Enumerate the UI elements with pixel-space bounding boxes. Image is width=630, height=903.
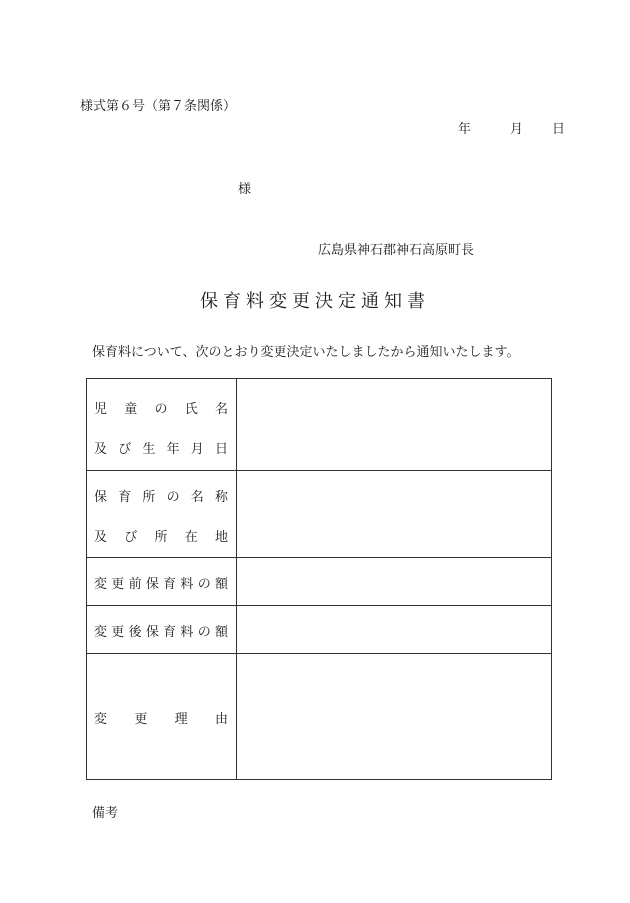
label-char: 更 (111, 577, 125, 592)
remarks-label: 備考 (92, 806, 119, 821)
date-month: 月 (510, 122, 524, 137)
table-row (87, 471, 552, 558)
label-char: 氏 (184, 402, 198, 417)
label-char: 日 (214, 442, 228, 457)
intro-text: 保育料について、次のとおり変更決定いたしましたから通知いたします。 (92, 345, 520, 360)
date-day: 日 (552, 122, 566, 137)
row-label-nursery (87, 471, 237, 558)
label-char: の (154, 402, 168, 417)
label-char: 児 (94, 402, 108, 417)
row-label-reason (87, 654, 237, 780)
row-label-fee-before (87, 558, 237, 606)
label-char: 月 (190, 442, 204, 457)
label-char: 由 (214, 712, 228, 727)
label-char: 保 (145, 577, 159, 592)
table-row (87, 654, 552, 780)
label-char: 称 (214, 490, 228, 505)
value-child-name[interactable] (237, 379, 552, 471)
label-char: 更 (111, 625, 125, 640)
label-char: 料 (180, 625, 194, 640)
label-char: 変 (94, 577, 108, 592)
label-char: 前 (128, 577, 142, 592)
label-char: 育 (163, 577, 177, 592)
label-char: 額 (214, 625, 228, 640)
label-char: 後 (128, 625, 142, 640)
table-row (87, 606, 552, 654)
label-char: 地 (214, 530, 228, 545)
label-char: 保 (145, 625, 159, 640)
value-nursery[interactable] (237, 471, 552, 558)
label-char: 育 (163, 625, 177, 640)
table-row (87, 379, 552, 471)
label-char: 保 (94, 490, 108, 505)
label-char: 所 (154, 530, 168, 545)
label-char: 額 (214, 577, 228, 592)
label-char: 童 (124, 402, 138, 417)
issuer: 広島県神石郡神石高原町長 (318, 243, 475, 258)
label-char: 変 (94, 625, 108, 640)
label-char: 更 (134, 712, 148, 727)
notice-table (86, 378, 552, 780)
label-char: 及 (94, 530, 108, 545)
label-char: 料 (180, 577, 194, 592)
label-char: 在 (184, 530, 198, 545)
label-char: 生 (142, 442, 156, 457)
label-char: び (118, 442, 132, 457)
form-number: 様式第６号（第７条関係） (80, 99, 237, 114)
label-char: 変 (94, 712, 108, 727)
label-char: 名 (214, 402, 228, 417)
label-char: の (197, 625, 211, 640)
label-char: 理 (174, 712, 188, 727)
label-char: び (124, 530, 138, 545)
value-fee-after[interactable] (237, 606, 552, 654)
date-line (458, 118, 565, 137)
value-fee-before[interactable] (237, 558, 552, 606)
addressee-suffix: 様 (238, 182, 252, 197)
row-label-child-name (87, 379, 237, 471)
label-char: 名 (190, 490, 204, 505)
date-year: 年 (458, 122, 472, 137)
document-title: 保育料変更決定通知書 (200, 291, 430, 312)
label-char: 育 (118, 490, 132, 505)
label-char: 及 (94, 442, 108, 457)
value-reason[interactable] (237, 654, 552, 780)
label-char: 年 (166, 442, 180, 457)
label-char: の (197, 577, 211, 592)
label-char: の (166, 490, 180, 505)
table-row (87, 558, 552, 606)
label-char: 所 (142, 490, 156, 505)
row-label-fee-after (87, 606, 237, 654)
